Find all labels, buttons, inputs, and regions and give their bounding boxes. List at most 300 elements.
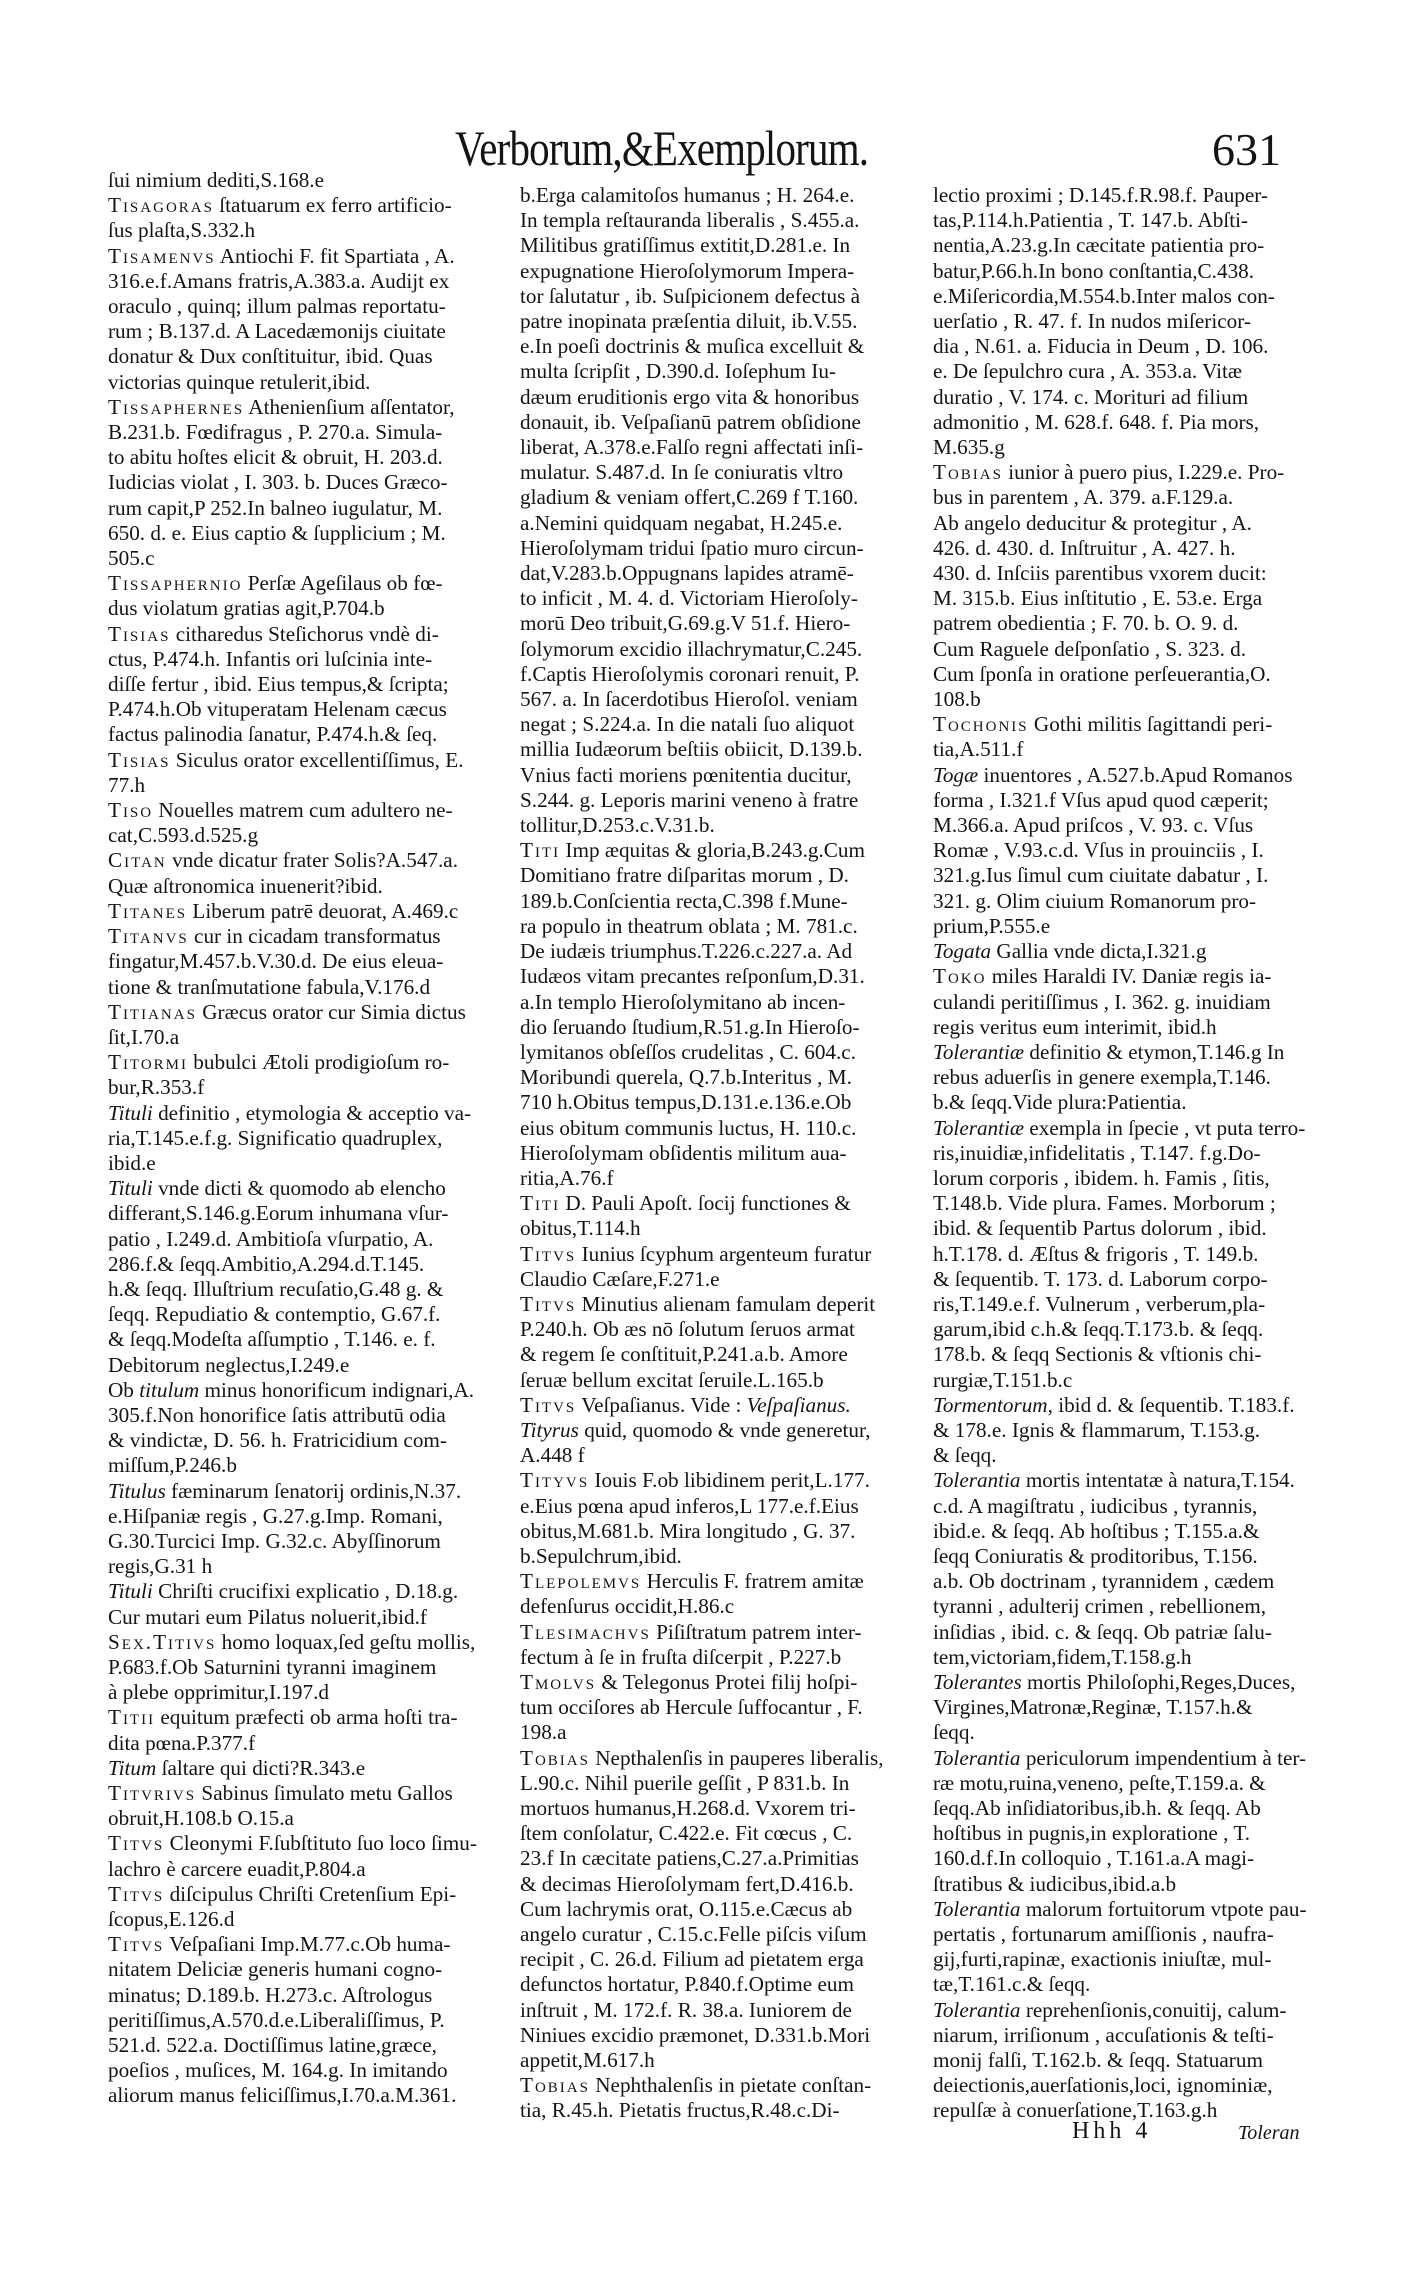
entry-text: Piſiſtratum patrem inter- [650,1619,862,1644]
entry-line [520,1770,925,1796]
entry-text: & vindictæ, D. 56. h. Fratricidium com- [108,1428,447,1453]
entry-text: ſtatuarum ex ferro artificio- [213,193,452,218]
entry-text: iunior à puero pius, I.229.e. Pro- [1002,460,1285,485]
entry-text: to inficit , M. 4. d. Victoriam Hieroſoly- [520,586,858,611]
entry-line [108,1276,513,1302]
entry-line [108,2058,513,2083]
entry-line [108,672,513,697]
entry-line [520,1291,925,1317]
entry-text: hoſtibus in pugnis,in exploratione , T. [933,1821,1251,1846]
entry-line [933,309,1338,334]
entry-line [933,460,1338,485]
entry-line [108,571,513,596]
entry-line [520,561,925,586]
entry-headword: Tisias [108,621,171,646]
entry-text: ſui nimium dediti,S.168.e [108,168,324,192]
entry-text: Chriſti crucifixi explicatio , D.18.g. [152,1579,459,1604]
entry-line [108,1881,513,1907]
index-column-3 [933,183,1338,2124]
entry-text: M. 315.b. Eius inſtitutio , E. 53.e. Erga [933,586,1263,611]
entry-headword: Titormi [108,1050,188,1075]
entry-headword: Tlepolemvs [520,1569,642,1594]
entry-line [520,259,925,284]
entry-headword: Tolerantiæ [933,1115,1025,1140]
entry-line [108,1352,513,1378]
entry-line [520,1594,925,1619]
entry-text: 426. d. 430. d. Inſtruitur , A. 427. h. [933,535,1236,560]
entry-line [520,913,925,939]
entry-text: malorum fortuitorum vtpote pau- [1020,1896,1307,1921]
entry-text: appetit,M.617.h [520,2048,655,2073]
entry-line [933,636,1338,662]
entry-text: obitus,M.681.b. Mira longitudo , G. 37. [520,1518,856,1543]
entry-line [933,964,1338,989]
entry-text: multa ſcripſit , D.390.d. Ioſephum Iu- [520,359,836,384]
entry-line [108,1377,513,1403]
entry-text: Ab angelo deducitur & protegitur , A. [933,510,1252,535]
entry-text: niarum, irriſionum , accuſationis & teſti- [933,2022,1274,2047]
index-entry [933,763,1338,939]
entry-text: definitio , etymologia & acceptio va- [152,1100,472,1125]
entry-line [108,1150,513,1176]
entry-text: bus in parentem , A. 379. a.F.129.a. [933,485,1234,510]
entry-line [108,949,513,974]
index-entry [108,1932,513,2108]
index-entry [520,1670,925,1746]
index-entry [108,1756,513,1781]
index-entry [108,395,513,571]
entry-text: Cum Raguele deſponſatio , S. 323. d. [933,636,1247,661]
entry-line [520,888,925,914]
entry-text: tor ſalutatur , ib. Suſpicionem defectus à [520,283,861,308]
entry-text: & 178.e. Ignis & flammarum, T.153.g. [933,1417,1260,1442]
entry-line [520,1115,925,1141]
entry-text: 160.d.f.In colloquio , T.161.a.A magi- [933,1846,1255,1871]
index-entry [108,899,513,924]
entry-line [933,888,1338,914]
entry-text: periculorum impendentium à ter- [1020,1745,1307,1770]
entry-line [520,1644,925,1670]
entry-headword: Togata [933,939,992,964]
entry-text: factus palinodia ſanatur, P.474.h.& ſeq. [108,722,438,747]
entry-text: Virgines,Matronæ,Reginæ, T.157.h.& [933,1695,1253,1720]
entry-headword: Titianas [108,999,197,1024]
entry-text: angelo curatur , C.15.c.Felle piſcis viſum [520,1922,867,1947]
entry-line [933,687,1338,712]
entry-line [520,536,925,561]
entry-text: a.b. Ob doctrinam , tyrannidem , cædem [933,1569,1275,1594]
entry-line [933,1997,1338,2023]
entry-text: forma , I.321.f Vſus apud quod cæperit; [933,787,1269,812]
entry-line [520,964,925,989]
entry-text: diſſe fertur , ibid. Eius tempus,& ſcripta; [108,672,449,697]
entry-text: Nepthalenſis in pauperes liberalis, [589,1745,884,1770]
index-entry [933,1670,1338,1746]
entry-line [108,697,513,722]
entry-text: Gothi militis ſagittandi peri- [1028,712,1273,737]
entry-line [108,294,513,319]
entry-line [108,999,513,1025]
entry-line [520,334,925,359]
entry-line [933,259,1338,284]
entry-line [108,1554,513,1579]
signature-mark: Hhh 4 [1072,2118,1152,2144]
entry-text: mortis intentatæ à natura,T.154. [1020,1468,1295,1493]
entry-text: Minutius alienam famulam deperit [576,1291,876,1316]
entry-line [933,1594,1338,1619]
entry-text: A.448 f [520,1443,585,1468]
entry-text: 567. a. In ſacerdotibus Hieroſol. veniam [520,687,858,712]
entry-line [933,1543,1338,1569]
index-entry [108,1479,513,1580]
entry-headword: Tituli [108,1176,153,1201]
entry-line [108,898,513,924]
entry-text: Iudæos vitam precantes reſponſum,D.31. [520,964,865,989]
entry-text: differant,S.146.g.Eorum inhumana vſur- [108,1201,449,1226]
entry-line [108,1831,513,1856]
entry-headword: Togæ [933,762,979,787]
index-entry [108,622,513,748]
entry-headword: Tityvs [520,1468,590,1493]
index-entry [108,748,513,798]
entry-line [520,359,925,384]
entry-text: 521.d. 522.a. Doctiſſimus latine,græce, [108,2033,437,2058]
entry-line [520,1543,925,1569]
entry-text: Vnius facti moriens pœnitentia ducitur, [520,762,852,787]
entry-text: inſtruit , M. 172.f. R. 38.a. Iuniorem de [520,1997,852,2022]
entry-text: 77.h [108,772,146,797]
entry-line [520,1745,925,1771]
entry-text: bubulci Ætoli prodigioſum ro- [188,1050,450,1075]
entry-text: quid, quomodo & vnde generetur, [578,1417,871,1442]
entry-text: dita pœna.P.377.f [108,1730,256,1755]
entry-line [933,1796,1338,1821]
entry-headword: Ob [108,1377,140,1402]
entry-text: lymitanos obſeſſos crudelitas , C. 604.c. [520,1039,857,1064]
entry-line [520,1165,925,1191]
entry-line [108,747,513,773]
entry-line [933,737,1338,762]
entry-text: Sabinus ſimulato metu Gallos [196,1781,453,1805]
entry-headword: Tobias [520,2073,590,2098]
entry-line [108,1302,513,1327]
index-entry [108,1050,513,1100]
entry-line [520,1846,925,1871]
index-entry [108,244,513,395]
index-entry [520,838,925,1191]
entry-text: cur in cicadam transformatus [188,924,441,949]
entry-line [520,485,925,510]
entry-headword: Tobias [520,1745,590,1770]
entry-line [933,510,1338,536]
entry-headword: Titvs [108,1831,165,1856]
entry-line [933,1216,1338,1241]
entry-line [520,1090,925,1115]
index-entry [933,964,1338,1040]
entry-text: patre inopinata præſentia diluit, ib.V.55. [520,309,858,334]
entry-line [520,1493,925,1519]
entry-headword: Tolerantia [933,1468,1021,1493]
entry-text: G.30.Turcici Imp. G.32.c. Abyſſinorum [108,1528,441,1553]
entry-text: liberat, A.378.e.Falſo regni affectati inſi- [520,435,864,460]
entry-text: negat ; S.224.a. In die natali ſuo aliquot [520,712,855,737]
entry-line [108,596,513,621]
entry-text: nentia,A.23.g.In cæcitate patientia pro- [933,233,1265,258]
index-entry [520,1620,925,1670]
entry-headword: Tisagoras [108,193,214,218]
entry-text: victorias quinque retulerit,ibid. [108,369,371,394]
entry-line [520,1191,925,1216]
entry-text: tyranni , adulterij crimen , rebellionem, [933,1594,1266,1619]
entry-line [933,1569,1338,1594]
entry-text: ſeruæ bellum excitat ſeruile.L.165.b [520,1367,824,1392]
entry-line [108,319,513,344]
index-entry-continuation [520,183,925,838]
entry-line [520,2022,925,2048]
entry-text: ſtratibus & iudicibus,ibid.a.b [933,1871,1177,1896]
entry-headword: Titii [108,1705,156,1730]
entry-line [933,813,1338,838]
entry-line [520,1266,925,1292]
entry-text: ſolymorum excidio illachrymatur,C.245. [520,636,863,661]
entry-text: obitus,T.114.h [520,1216,641,1241]
entry-text: Herculis F. fratrem amitæ [641,1569,864,1594]
entry-line [933,1770,1338,1796]
entry-line [933,1367,1338,1393]
entry-line [520,284,925,309]
entry-line [108,1226,513,1252]
entry-headword: Sex.Titivs [108,1629,217,1654]
index-entry [108,1831,513,1881]
entry-line [520,1997,925,2023]
entry-text: fingatur,M.457.b.V.30.d. De eius eleua- [108,949,444,974]
index-entry [933,712,1338,762]
entry-line [108,243,513,269]
entry-line [108,1730,513,1756]
entry-text: ibid. & ſequentib Partus dolorum , ibid. [933,1216,1267,1241]
entry-line [108,369,513,395]
entry-text: b.Erga calamitoſos humanus ; H. 264.e. [520,183,855,207]
entry-text: tum occiſores ab Hercule ſuffocantur , F. [520,1695,863,1720]
entry-line [108,344,513,369]
entry-line [933,2073,1338,2098]
entry-text: dio ſeruando ſtudium,R.51.g.In Hieroſo- [520,1014,860,1039]
entry-text: De iudæis triumphus.T.226.c.227.a. Ad [520,939,853,964]
entry-line [108,1806,513,1831]
entry-line [108,420,513,445]
entry-headword-term: titulum [139,1377,200,1402]
entry-text: Niniues excidio præmonet, D.331.b.Mori [520,2022,871,2047]
entry-text: 189.b.Conſcientia recta,C.398 f.Mune- [520,888,848,913]
entry-line [520,2048,925,2073]
entry-line [520,1039,925,1065]
entry-text: 321.g.Ius ſimul cum ciuitate dabatur , I. [933,863,1269,888]
entry-line [108,1528,513,1554]
entry-line [933,208,1338,233]
entry-text: S.244. g. Leporis marini veneno à fratre [520,787,859,812]
entry-text: tione & tranſmutatione fabula,V.176.d [108,974,431,999]
entry-text: ſeqq Coniuratis & proditoribus, T.156. [933,1543,1258,1568]
entry-line [933,1317,1338,1342]
entry-text: Athenienſium aſſentator, [244,394,455,419]
entry-line [520,1796,925,1821]
entry-line [520,662,925,687]
entry-text: Perſæ Ageſilaus ob fœ- [242,571,443,596]
entry-line [520,1216,925,1241]
entry-text: tæ,T.161.c.& ſeqq. [933,1972,1091,1997]
entry-line [108,798,513,823]
entry-text: & decimas Hieroſolymam fert,D.416.b. [520,1871,854,1896]
entry-text: Veſpaſianus. Vide : [576,1392,747,1417]
entry-headword: Tissaphernio [108,571,243,596]
entry-line [520,1065,925,1090]
entry-line [108,1050,513,1075]
entry-headword: Tochonis [933,712,1029,737]
entry-text: eius obitum communis luctus, H. 110.c. [520,1115,857,1140]
index-entry [108,798,513,848]
entry-line [108,1075,513,1100]
entry-text: e.Hiſpaniæ regis , G.27.g.Imp. Romani, [108,1503,443,1528]
entry-line [520,1896,925,1922]
entry-text: ſeqq. Repudiatio & contemptio, G.67.f. [108,1302,441,1327]
entry-line [108,1024,513,1050]
entry-line [933,1090,1338,1115]
entry-line [108,1957,513,1982]
entry-text: equitum præfecti ob arma hoſti tra- [155,1705,458,1730]
entry-headword: Titanvs [108,924,189,949]
entry-line [933,284,1338,309]
entry-text: ſus plaſta,S.332.h [108,218,256,243]
entry-text: & ſeqq. [933,1443,997,1468]
entry-text: ris,inuidiæ,infidelitatis , T.147. f.g.Do- [933,1140,1261,1165]
entry-text: duratio , V. 174. c. Morituri ad filium [933,384,1249,409]
entry-text: fæminarum ſenatorij ordinis,N.37. [165,1478,462,1503]
entry-text: D. Pauli Apoſt. ſocij functiones & [560,1191,851,1216]
entry-text: aliorum manus feliciſſimus,I.70.a.M.361. [108,2083,457,2108]
entry-text: deiectionis,auerſationis,loci, ignominiæ, [933,2073,1273,2098]
entry-line [108,168,513,193]
entry-line [108,218,513,243]
entry-text: citharedus Steſichorus vndè di- [170,621,439,646]
entry-line [933,233,1338,258]
entry-text: h.& ſeqq. Illuſtrium recuſatio,G.48 g. & [108,1276,444,1301]
entry-text: tia,A.511.f [933,737,1024,762]
index-entry [108,1378,513,1479]
entry-text: Iudicias violat , I. 303. b. Duces Græco- [108,470,448,495]
entry-text: regis,G.31 h [108,1554,213,1579]
entry-text: ræ motu,ruina,veneno, peſte,T.159.a. & [933,1770,1266,1795]
cross-reference: Veſpaſianus. [746,1392,851,1417]
index-entry [520,2073,925,2123]
entry-headword: Tolerantia [933,1896,1021,1921]
entry-text: 710 h.Obitus tempus,D.131.e.136.e.Ob [520,1090,852,1115]
entry-text: defenſurus occidit,H.86.c [520,1594,735,1619]
entry-text: tem,victoriam,fidem,T.158.g.h [933,1644,1192,1669]
entry-line [520,1821,925,1846]
entry-line [520,1392,925,1418]
entry-text: 321. g. Olim ciuium Romanorum pro- [933,888,1257,913]
entry-line [520,1342,925,1367]
entry-line [108,1907,513,1932]
entry-line [933,989,1338,1015]
entry-line [933,939,1338,964]
entry-line [933,1972,1338,1997]
entry-line [108,1781,513,1806]
entry-line [933,1140,1338,1166]
running-title: Verborum,&Exemplorum. [455,120,869,176]
index-entry [520,1242,925,1292]
entry-line [520,586,925,611]
entry-line [933,1291,1338,1317]
entry-text: miſſum,P.246.b [108,1453,237,1478]
index-entry [108,1781,513,1831]
entry-text: & ſequentib. T. 173. d. Laborum corpo- [933,1266,1268,1291]
entry-headword: Tisias [108,747,171,772]
entry-text: P.240.h. Ob æs nō ſolutum ſeruos armat [520,1317,855,1342]
entry-headword: Tolerantiæ [933,1039,1025,1064]
entry-line [108,1982,513,2008]
entry-text: dæum eruditionis ergo vita & honoribus [520,384,860,409]
entry-text: exempla in ſpecie , vt puta terro- [1024,1115,1306,1140]
entry-text: vnde dicti & quomodo ab elencho [152,1176,446,1201]
entry-headword: Titvs [520,1392,577,1417]
index-column-2 [520,183,925,2124]
entry-text: Iouis F.ob libidinem perit,L.177. [589,1468,870,1493]
index-entry [933,460,1338,712]
entry-text: ibid.e. & ſeqq. Ab hoſtibus ; T.155.a.& [933,1518,1260,1543]
entry-text: tollitur,D.253.c.V.31.b. [520,813,715,838]
entry-text: mortis Philoſophi,Reges,Duces, [1021,1669,1296,1694]
entry-line [520,183,925,208]
entry-line [933,1165,1338,1191]
index-entry [108,571,513,621]
entry-text: Claudio Cæſare,F.271.e [520,1266,720,1291]
entry-text: tas,P.114.h.Patientia , T. 147.b. Abſti- [933,208,1249,233]
entry-line [108,1100,513,1126]
entry-line [933,535,1338,561]
entry-text: ra populo in theatrum oblata ; M. 781.c. [520,913,858,938]
entry-line [933,1821,1338,1846]
index-entry-continuation [108,168,513,193]
entry-text: obruit,H.108.b O.15.a [108,1806,294,1831]
index-entry [933,939,1338,964]
entry-text: inſidias , ibid. c. & ſeqq. Ob patriæ ſalu- [933,1619,1272,1644]
entry-text: Nephthalenſis in pietate conſtan- [589,2073,872,2098]
entry-text: ria,T.145.e.f.g. Significatio quadruplex, [108,1125,443,1150]
entry-line [520,1972,925,1997]
entry-headword: Tolerantes [933,1669,1022,1694]
entry-line [520,863,925,888]
entry-text: dat,V.283.b.Oppugnans lapides atramē- [520,561,854,586]
entry-line [108,1125,513,1151]
entry-text: rum ; B.137.d. A Lacedæmonijs ciuitate [108,319,446,344]
entry-line [933,863,1338,888]
index-entry [933,1746,1338,1897]
entry-line [108,1755,513,1781]
entry-text: 430. d. Inſciis parentibus vxorem ducit: [933,561,1267,586]
entry-line [108,1705,513,1730]
entry-line [933,1644,1338,1670]
entry-line [933,1115,1338,1141]
entry-line [933,1039,1338,1065]
index-entry [520,1191,925,1241]
index-column-1 [108,168,513,2109]
entry-text: patrem obedientia ; F. 70. b. O. 9. d. [933,611,1239,636]
entry-line [520,1669,925,1695]
entry-line [108,394,513,420]
entry-line [933,1896,1338,1922]
entry-line [520,763,925,788]
